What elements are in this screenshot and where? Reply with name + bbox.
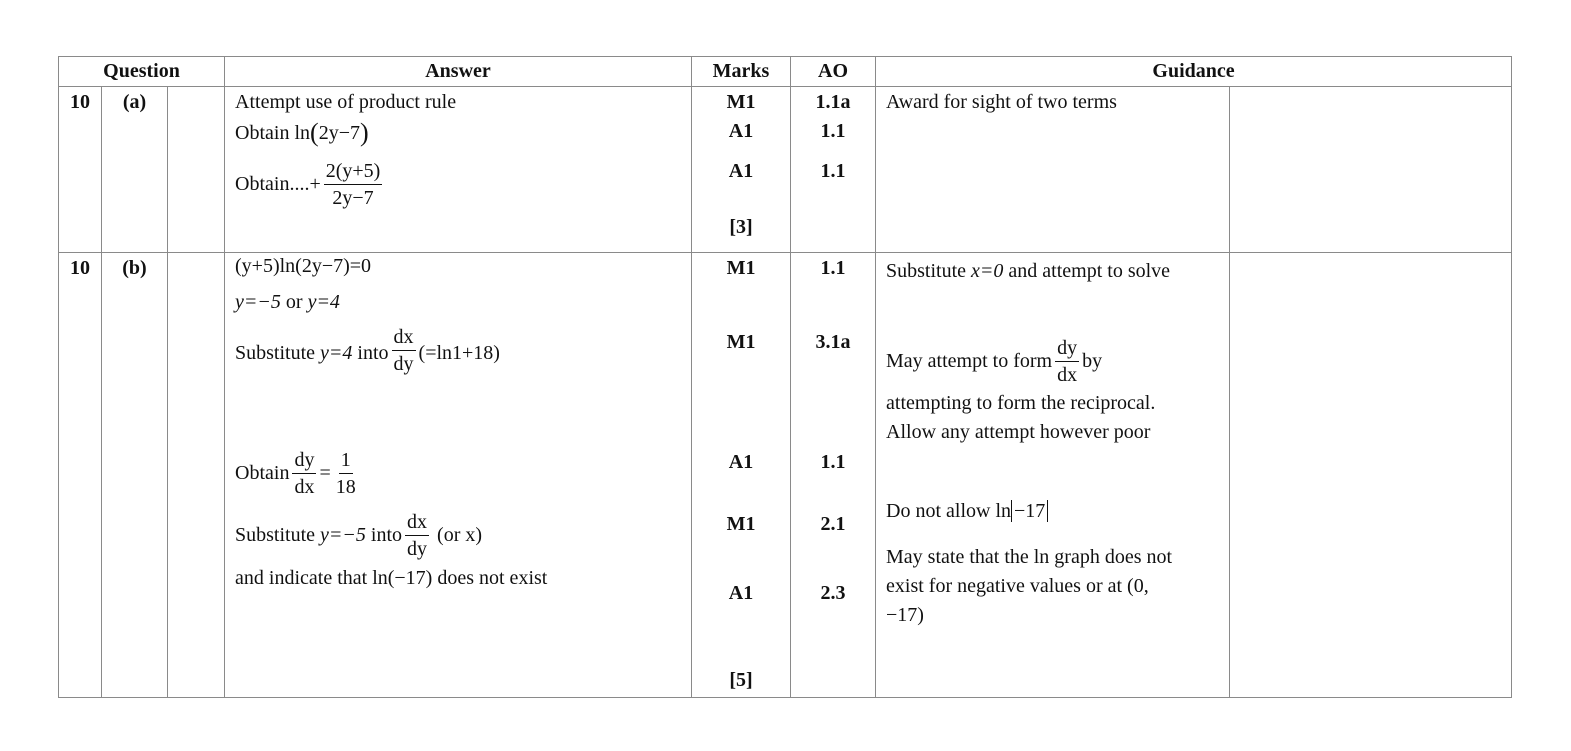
answer-text: and indicate that	[235, 567, 368, 589]
mark-total: [3]	[729, 216, 753, 238]
math-absolute-value: −17	[1011, 500, 1048, 522]
guidance-line	[886, 333, 1219, 389]
fraction	[405, 511, 429, 560]
mark-total: [5]	[729, 669, 753, 691]
mark: M1	[726, 513, 756, 535]
question-header: Question	[59, 57, 225, 87]
answer-text: does not exist	[437, 567, 548, 589]
answer-line	[235, 255, 681, 291]
guidance-text: May attempt to form	[886, 350, 1053, 372]
marks-header: Marks	[692, 57, 791, 87]
answer-line	[235, 442, 681, 504]
mark: M1	[726, 331, 756, 353]
question-number: 10	[59, 253, 102, 698]
paren-open: (	[310, 118, 319, 147]
math-ln: ln	[995, 499, 1012, 522]
answer-cell	[225, 253, 692, 698]
ao-value: 1.1a	[815, 91, 851, 113]
marks-cell	[692, 253, 791, 698]
fraction-denominator: dy	[393, 353, 414, 375]
fraction-numerator: dx	[392, 326, 416, 351]
mark: M1	[726, 257, 756, 279]
fraction	[292, 449, 316, 498]
fraction	[324, 160, 383, 209]
fraction-numerator: 2(y+5)	[324, 160, 383, 185]
mark-scheme-table	[58, 56, 1512, 698]
answer-text: Substitute	[235, 342, 316, 364]
guidance-extra-cell	[1230, 87, 1512, 253]
guidance-line	[886, 257, 1219, 333]
answer-line	[235, 154, 681, 214]
math-equation: (y+5)ln(2y−7)=0	[235, 255, 372, 277]
answer-cell	[225, 87, 692, 253]
answer-text: or	[285, 291, 303, 313]
fraction-denominator: dy	[407, 538, 428, 560]
answer-line	[235, 120, 681, 154]
header-row	[59, 57, 1512, 87]
answer-text: Obtain	[235, 122, 290, 144]
answer-text: into	[370, 524, 403, 546]
mark: M1	[726, 91, 756, 113]
ao-value: 1.1	[820, 120, 846, 142]
fraction	[392, 326, 416, 375]
table-row	[59, 87, 1512, 253]
answer-line	[235, 291, 681, 326]
ao-value: 2.1	[820, 513, 846, 535]
math-expression: 2y−7	[318, 122, 360, 144]
answer-line	[235, 504, 681, 567]
math-value: y=−5	[320, 524, 366, 546]
guidance-extra-cell	[1230, 253, 1512, 698]
ao-value: 3.1a	[815, 331, 851, 353]
math-ln: ln	[294, 122, 311, 144]
fraction-numerator: 1	[339, 449, 353, 474]
ao-value: 2.3	[820, 582, 846, 604]
mark: A1	[728, 451, 754, 473]
question-part: (a)	[102, 87, 168, 253]
guidance-text: and attempt to solve	[1008, 260, 1171, 282]
answer-line	[235, 326, 681, 442]
ao-cell	[791, 87, 876, 253]
math-equals: =	[319, 461, 331, 484]
question-subpart	[168, 87, 225, 253]
fraction-denominator: 18	[335, 475, 356, 498]
guidance-text: Award for sight of two terms	[886, 91, 1117, 113]
guidance-line: Allow any attempt however poor	[886, 421, 1151, 443]
fraction-denominator: dx	[294, 475, 315, 498]
answer-text: Obtain	[235, 461, 290, 484]
paren-close: )	[359, 118, 369, 147]
fraction-numerator: dy	[1055, 337, 1079, 362]
ao-value: 1.1	[820, 160, 846, 182]
guidance-line: May state that the ln graph does not	[886, 546, 1173, 568]
fraction	[1055, 337, 1079, 386]
math-solution: y=4	[307, 291, 340, 313]
marks-cell	[692, 87, 791, 253]
guidance-line	[886, 479, 1219, 543]
math-plus: +	[309, 172, 321, 195]
guidance-text: Substitute	[886, 260, 967, 282]
question-number: 10	[59, 87, 102, 253]
guidance-text: by	[1082, 350, 1103, 372]
question-subpart	[168, 253, 225, 698]
answer-text: (or x)	[437, 524, 483, 546]
fraction-denominator: 2y−7	[332, 186, 374, 209]
guidance-line: attempting to form the reciprocal.	[886, 392, 1156, 414]
math-expression: (=ln1+18)	[418, 342, 500, 364]
guidance-header: Guidance	[876, 57, 1512, 87]
table-row	[59, 253, 1512, 698]
mark: A1	[728, 582, 754, 604]
math-solution: y=−5	[235, 291, 281, 313]
ao-header: AO	[791, 57, 876, 87]
fraction-numerator: dy	[292, 449, 316, 474]
mark: A1	[728, 120, 754, 142]
ao-value: 1.1	[820, 451, 846, 473]
answer-line: Attempt use of product rule	[235, 91, 457, 113]
mark: A1	[728, 160, 754, 182]
fraction-denominator: dx	[1057, 363, 1078, 386]
answer-text: Obtain....	[235, 172, 310, 195]
fraction	[334, 449, 358, 498]
answer-text: Substitute	[235, 524, 316, 546]
guidance-line: exist for negative values or at (0,	[886, 575, 1149, 597]
ao-value: 1.1	[820, 257, 846, 279]
guidance-text: Do not allow	[886, 499, 991, 522]
math-expression: ln(−17)	[372, 567, 433, 589]
guidance-cell	[876, 87, 1230, 253]
fraction-numerator: dx	[405, 511, 429, 536]
ao-cell	[791, 253, 876, 698]
answer-line	[235, 567, 681, 607]
math-value: y=4	[320, 342, 353, 364]
answer-header: Answer	[225, 57, 692, 87]
guidance-line: −17)	[886, 604, 924, 626]
math-value: x=0	[971, 260, 1004, 282]
answer-text: into	[357, 342, 389, 364]
question-part: (b)	[102, 253, 168, 698]
guidance-cell	[876, 253, 1230, 698]
